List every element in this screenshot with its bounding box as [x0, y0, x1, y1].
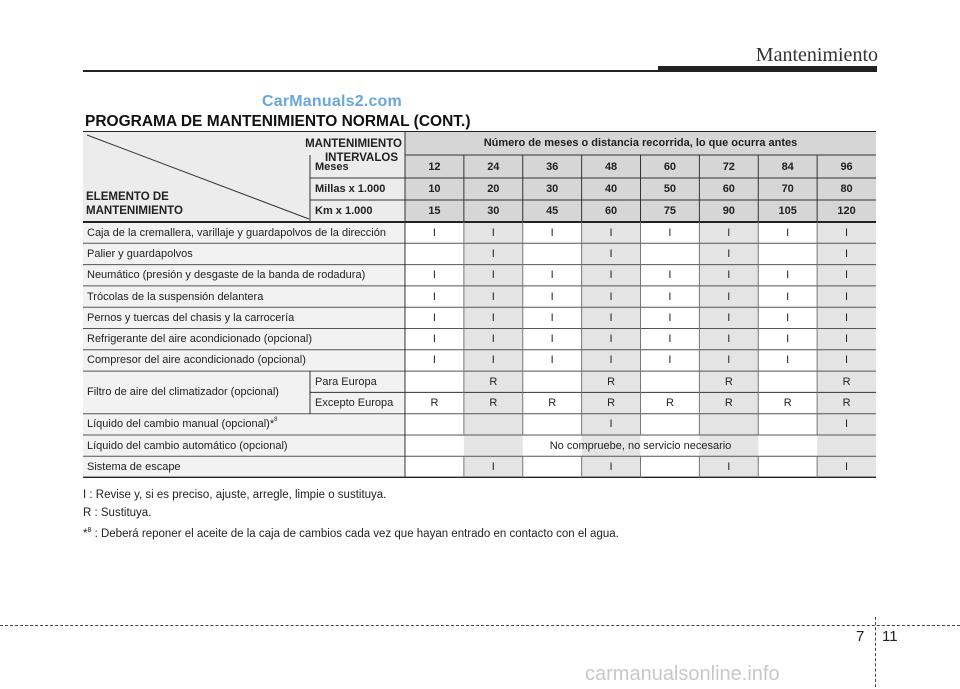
- interval-mark: R: [724, 375, 733, 388]
- interval-mark: I: [786, 333, 790, 346]
- interval-mark: I: [432, 269, 436, 282]
- item-label: Líquido del cambio automático (opcional): [87, 439, 288, 452]
- interval-mark: I: [727, 226, 731, 239]
- watermark-bottom: carmanualsonline.info: [585, 663, 780, 685]
- interval-mark: I: [491, 311, 495, 324]
- note-inspect: I : Revise y, si es preciso, ajuste, arregle, limpie o sustituya.: [83, 489, 387, 501]
- interval-value: 80: [840, 183, 853, 195]
- interval-mark: I: [786, 311, 790, 324]
- interval-mark: I: [668, 333, 672, 346]
- interval-mark: I: [727, 354, 731, 367]
- interval-mark: I: [609, 460, 613, 473]
- item-label: Caja de la cremallera, varillaje y guardapolvos de la dirección: [87, 226, 386, 239]
- interval-value: 12: [428, 160, 441, 173]
- sub-item-label: Para Europa: [315, 375, 377, 388]
- item-label: Palier y guardapolvos: [87, 247, 193, 260]
- interval-value: 40: [604, 183, 618, 195]
- interval-value: 15: [428, 205, 441, 217]
- interval-mark: R: [489, 375, 498, 388]
- header-rule: [83, 70, 658, 72]
- interval-mark: I: [845, 460, 849, 473]
- note-gearbox: *$^8$ : Deberá reponer el aceite de la caja de cambios cada vez que hayan entrado en contacto con el agua.: [83, 527, 619, 540]
- interval-mark: I: [727, 247, 731, 260]
- interval-mark: I: [786, 290, 790, 303]
- interval-mark: I: [550, 290, 554, 303]
- interval-mark: R: [489, 397, 498, 410]
- interval-value: 90: [722, 205, 735, 217]
- interval-label: Millas x 1.000: [315, 183, 386, 195]
- sub-item-label: Excepto Europa: [315, 397, 394, 410]
- interval-mark: I: [668, 226, 672, 239]
- interval-mark: I: [786, 269, 790, 282]
- interval-label: Km x 1.000: [315, 205, 373, 217]
- interval-mark: I: [845, 354, 849, 367]
- interval-mark: I: [668, 311, 672, 324]
- interval-mark: I: [727, 333, 731, 346]
- interval-mark: I: [845, 269, 849, 282]
- interval-mark: I: [786, 354, 790, 367]
- interval-value: 105: [778, 205, 797, 217]
- item-label: Neumático (presión y desgaste de la banda de rodadura): [87, 269, 366, 282]
- span-header: Número de meses o distancia recorrida, lo que ocurra antes: [483, 137, 798, 149]
- interval-mark: I: [668, 290, 672, 303]
- interval-mark: I: [786, 226, 790, 239]
- interval-mark: I: [609, 247, 613, 260]
- interval-mark: I: [845, 311, 849, 324]
- interval-mark: I: [727, 290, 731, 303]
- watermark-top: CarManuals2.com: [262, 93, 402, 110]
- interval-value: 72: [722, 160, 735, 173]
- interval-value: 20: [487, 183, 500, 195]
- interval-mark: I: [845, 247, 849, 260]
- interval-mark: I: [609, 290, 613, 303]
- auto-note: No compruebe, no servicio necesario: [549, 439, 732, 452]
- interval-value: 96: [840, 160, 853, 173]
- interval-mark: R: [430, 397, 439, 410]
- interval-mark: I: [432, 226, 436, 239]
- interval-mark: I: [550, 226, 554, 239]
- interval-value: 84: [781, 160, 794, 173]
- item-label: Refrigerante del aire acondicionado (opcional): [87, 333, 313, 346]
- interval-value: 70: [781, 183, 794, 195]
- page-title: PROGRAMA DE MANTENIMIENTO NORMAL (CONT.): [85, 113, 471, 130]
- page-number: 11: [882, 628, 898, 645]
- interval-mark: R: [842, 397, 851, 410]
- interval-value: 60: [722, 183, 735, 195]
- interval-mark: I: [845, 418, 849, 431]
- interval-value: 10: [428, 183, 441, 195]
- corner-label-items: ELEMENTO DE MANTENIMIENTO: [86, 191, 183, 217]
- item-label: Compresor del aire acondicionado (opcional): [87, 354, 306, 367]
- interval-value: 75: [663, 205, 677, 217]
- section-header-title: Mantenimiento: [755, 44, 878, 66]
- interval-value: 30: [546, 183, 559, 195]
- interval-mark: I: [491, 333, 495, 346]
- footer-rule: [0, 625, 960, 626]
- cell-shade: [699, 414, 758, 435]
- interval-mark: I: [668, 354, 672, 367]
- interval-value: 30: [487, 205, 500, 217]
- interval-mark: I: [550, 333, 554, 346]
- interval-value: 60: [604, 205, 618, 217]
- item-label: Pernos y tuercas del chasis y la carrocería: [87, 311, 295, 324]
- interval-mark: I: [550, 354, 554, 367]
- interval-mark: R: [724, 397, 733, 410]
- maintenance-table: [83, 131, 876, 478]
- interval-mark: I: [609, 311, 613, 324]
- interval-mark: R: [607, 397, 616, 410]
- interval-mark: I: [609, 354, 613, 367]
- interval-mark: I: [727, 311, 731, 324]
- interval-value: 48: [604, 160, 618, 173]
- cell-shade: [464, 414, 523, 435]
- interval-mark: I: [609, 418, 613, 431]
- interval-mark: I: [845, 333, 849, 346]
- interval-mark: R: [607, 375, 616, 388]
- corner-label-intervals: MANTENIMIENTO INTERVALOS: [305, 138, 402, 164]
- interval-mark: I: [845, 290, 849, 303]
- item-label: Trócolas de la suspensión delantera: [87, 290, 264, 303]
- interval-label: Meses: [315, 160, 349, 173]
- interval-mark: I: [727, 460, 731, 473]
- interval-mark: R: [842, 375, 851, 388]
- interval-mark: I: [491, 269, 495, 282]
- interval-mark: I: [432, 333, 436, 346]
- interval-mark: I: [491, 247, 495, 260]
- interval-mark: I: [845, 226, 849, 239]
- interval-value: 24: [487, 160, 500, 173]
- item-label: Sistema de escape: [87, 460, 181, 473]
- notes: [83, 487, 619, 543]
- interval-value: 60: [663, 160, 677, 173]
- interval-mark: I: [609, 333, 613, 346]
- interval-mark: I: [432, 290, 436, 303]
- interval-mark: I: [491, 290, 495, 303]
- interval-mark: I: [550, 311, 554, 324]
- interval-value: 36: [546, 160, 559, 173]
- chapter-number: 7: [856, 628, 865, 645]
- item-label: Filtro de aire del climatizador (opcional): [87, 386, 279, 399]
- interval-mark: R: [783, 397, 792, 410]
- interval-mark: I: [550, 269, 554, 282]
- interval-mark: I: [432, 354, 436, 367]
- footer-divider: [875, 617, 876, 687]
- interval-mark: I: [491, 226, 495, 239]
- note-replace: R : Sustituya.: [83, 506, 152, 519]
- interval-mark: R: [665, 397, 674, 410]
- interval-mark: I: [668, 269, 672, 282]
- interval-mark: R: [548, 397, 557, 410]
- header-bar: [658, 66, 877, 72]
- interval-value: 50: [663, 183, 677, 195]
- interval-mark: I: [491, 460, 495, 473]
- interval-mark: I: [609, 226, 613, 239]
- interval-mark: I: [609, 269, 613, 282]
- item-label: Líquido del cambio manual (opcional)* 8: [87, 417, 278, 431]
- interval-mark: I: [727, 269, 731, 282]
- interval-value: 120: [837, 205, 856, 217]
- interval-value: 45: [546, 205, 559, 217]
- interval-mark: I: [432, 311, 436, 324]
- interval-mark: I: [491, 354, 495, 367]
